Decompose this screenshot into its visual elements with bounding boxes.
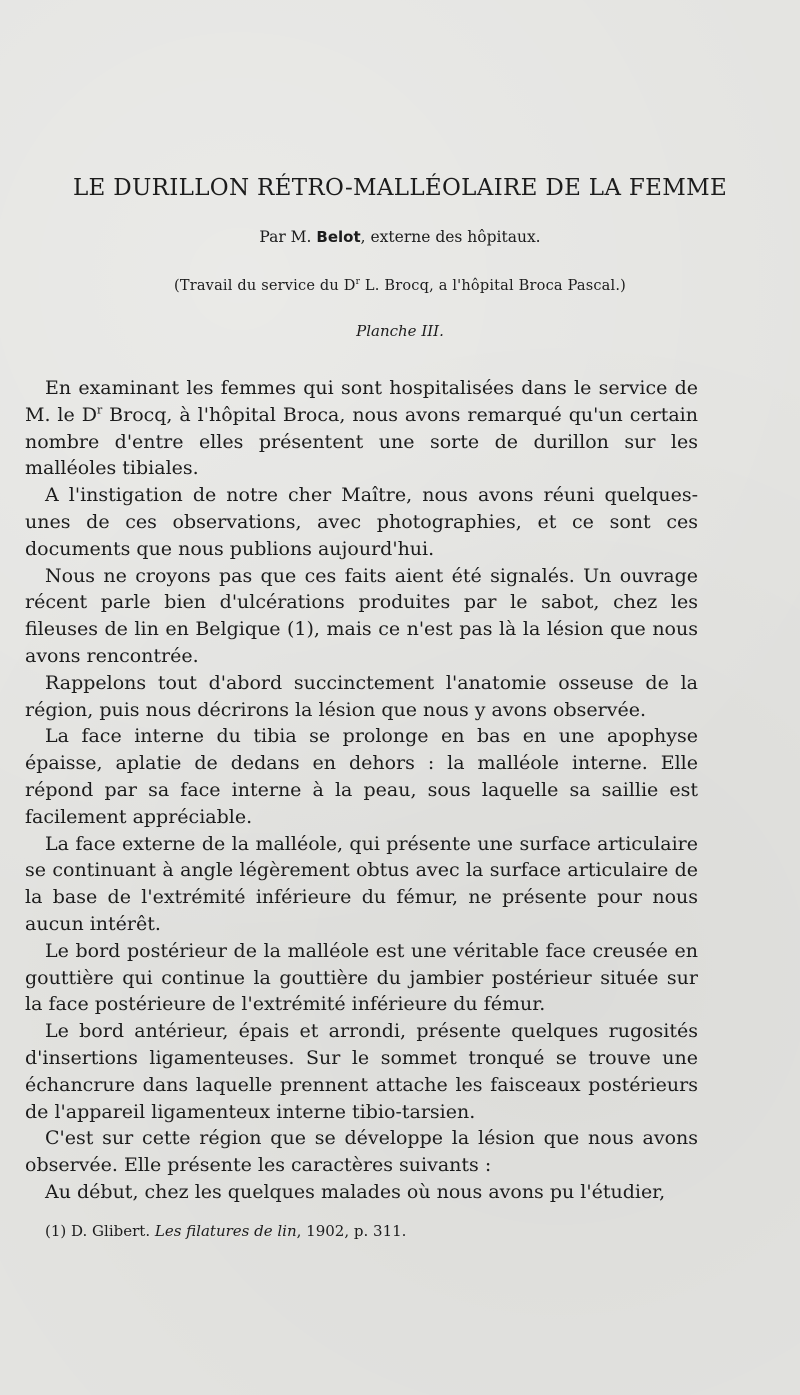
paragraph-6: La face externe de la malléole, qui présente une surface articulaire se continuant à angle légèrement obtus avec la surface articulaire de la base de l'extrémité inférieure du fémur, ne présente pour nous aucun intérêt. (25, 832, 698, 935)
service-prefix: (Travail du service du D (173, 277, 356, 294)
footnote-author: D. Glibert. (71, 1222, 151, 1240)
plate-reference: Planche III. (356, 322, 444, 340)
paragraph-1-pre: En examinant les femmes qui sont hospitalisées dans le service de M. le D (25, 377, 698, 426)
footnote-rest: , 1902, p. 311. (296, 1222, 407, 1240)
paragraph-4: Rappelons tout d'abord succinctement l'anatomie osseuse de la région, puis nous décrirons la lésion que nous y avons observée. (25, 671, 698, 721)
footnote-title: Les filatures de lin (154, 1222, 297, 1240)
service-suffix: L. Brocq, a l'hôpital Broca Pascal.) (360, 277, 627, 294)
byline-suffix: , externe des hôpitaux. (360, 228, 541, 246)
paragraph-1 (25, 375, 698, 482)
paragraph-10: Au début, chez les quelques malades où nous avons pu l'étudier, (45, 1180, 666, 1203)
paragraph-1-post: Brocq, à l'hôpital Broca, nous avons remarqué qu'un certain nombre d'entre elles présentent une sorte de durillon sur les malléoles tibiales. (25, 403, 698, 480)
service-superscript: r (355, 277, 361, 287)
article-title: LE DURILLON RÉTRO-MALLÉOLAIRE DE LA FEMME (72, 175, 728, 201)
byline-prefix: Par M. (259, 228, 317, 246)
paragraph-1-superscript: r (96, 403, 103, 417)
author-name: Belot (316, 228, 361, 246)
paragraph-2: A l'instigation de notre cher Maître, nous avons réuni quelques-unes de ces observations, avec photographies, et ce sont ces documents que nous publions aujourd'hui. (25, 484, 698, 560)
article-body (25, 375, 698, 1206)
paragraph-9: C'est sur cette région que se développe la lésion que nous avons observée. Elle présente les caractères suivants : (25, 1127, 698, 1177)
paragraph-8: Le bord antérieur, épais et arrondi, présente quelques rugosités d'insertions ligamenteuses. Sur le sommet tronqué se trouve une échancrure dans laquelle prennent attache les faisceaux postérieurs de l'appareil ligamenteux interne tibio-tarsien. (25, 1020, 698, 1123)
paragraph-3: Nous ne croyons pas que ces faits aient été signalés. Un ouvrage récent parle bien d'ulcérations produites par le sabot, chez les fileuses de lin en Belgique (1), mais ce n'est pas là la lésion que nous avons rencontrée. (25, 564, 698, 667)
byline (40, 228, 760, 246)
footnote-marker: (1) (45, 1222, 67, 1240)
service-attribution (40, 277, 760, 294)
paragraph-7: Le bord postérieur de la malléole est une véritable face creusée en gouttière qui continue la gouttière du jambier postérieur située sur la face postérieure de l'extrémité inférieure du fémur. (25, 939, 698, 1016)
paragraph-5: La face interne du tibia se prolonge en bas en une apophyse épaisse, aplatie de dedans en dehors : la malléole interne. Elle répond par sa face interne à la peau, sous laquelle sa saillie est facilement appréciable. (25, 725, 698, 828)
footnote (45, 1222, 406, 1240)
